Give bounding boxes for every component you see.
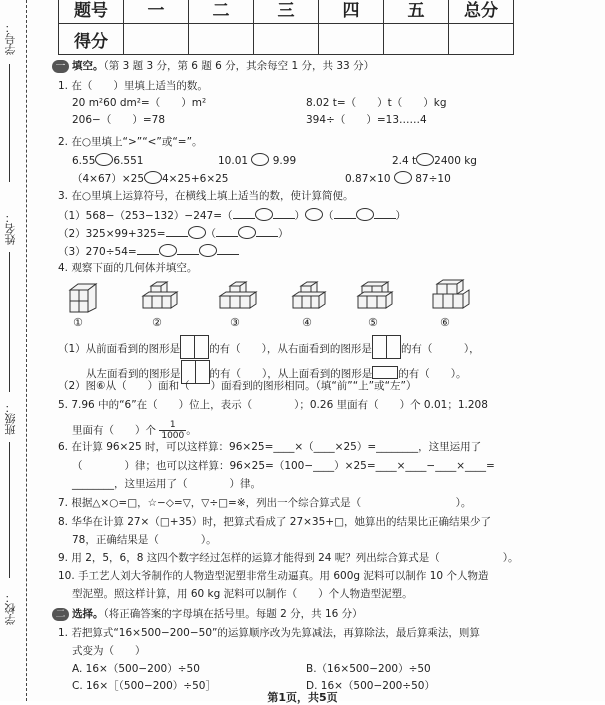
- q6-line3: ________，这里运用了（ ）律。: [72, 478, 261, 490]
- class-line: [9, 442, 10, 578]
- section-note: （将正确答案的字母填在括号里。每题 2 分，共 16 分）: [103, 608, 363, 620]
- q3-label: 3. 在○里填上运算符号，在横线上填上适当的数，使计算简便。: [58, 190, 354, 202]
- q4-label: 4. 观察下面的几何体并填空。: [58, 262, 198, 274]
- operator-circle[interactable]: [255, 208, 273, 221]
- header-cell: 总分: [449, 0, 514, 24]
- figure-label: ②: [152, 316, 162, 329]
- name-label: 姓名：: [4, 212, 17, 245]
- compare-circle[interactable]: [416, 153, 434, 166]
- header-cell: 五: [384, 0, 449, 24]
- q5-l2a: 里面有（ ）个: [72, 424, 156, 437]
- q2-c: [392, 153, 477, 168]
- q2-b-right: 9.99: [272, 155, 297, 167]
- figure-label: ⑤: [368, 316, 378, 329]
- q2-c-left: 2.4 t: [392, 155, 417, 167]
- q2-e: [345, 171, 451, 186]
- q2-a: [72, 153, 143, 168]
- blank[interactable]: [334, 208, 356, 219]
- q4-l1c: 的有（ ），: [400, 343, 480, 355]
- q2-b-left: 10.01: [218, 155, 249, 167]
- q1-b: 8.02 t=（ ）t（ ）kg: [306, 97, 447, 109]
- section-number-badge: 一: [52, 60, 69, 73]
- score-cell[interactable]: [189, 24, 254, 55]
- q2-d-right: 4×25+6×25: [162, 173, 229, 185]
- page-footer: 第1页，共5页: [267, 691, 338, 704]
- blank[interactable]: [374, 208, 396, 219]
- compare-circle[interactable]: [95, 153, 113, 166]
- header-cell: 题号: [59, 0, 124, 24]
- blank[interactable]: [256, 226, 278, 237]
- section1-heading: [52, 60, 374, 73]
- q6-line1: 6. 在计算 96×25 时，可以这样算：96×25=____×（____×25）=________，这里运用了: [58, 441, 482, 453]
- q3-c-text: （3）270÷54=: [58, 246, 137, 258]
- operator-circle[interactable]: [188, 226, 206, 239]
- figure-1: [70, 284, 96, 312]
- name-line: [9, 252, 10, 392]
- compare-circle[interactable]: [394, 171, 412, 184]
- section2-heading: [52, 608, 363, 621]
- q3-b-text: （2）325×99+325=: [58, 228, 166, 240]
- figure-label: ④: [302, 316, 312, 329]
- score-cell[interactable]: [449, 24, 514, 55]
- q2-d: [72, 171, 228, 186]
- q2-a-right: 6.551: [113, 155, 144, 167]
- school-label: 学校：: [4, 592, 17, 625]
- student-id-line: [9, 64, 10, 182]
- header-cell: 三: [254, 0, 319, 24]
- q2-label: 2. 在○里填上“>”“<”或“=”。: [58, 136, 203, 148]
- fraction: [159, 420, 186, 441]
- q3-b: （2）325×99+325= （ ）: [58, 228, 289, 240]
- option-d[interactable]: D. 16×（500−200÷50）: [306, 680, 435, 692]
- student-id-label: 学号：: [4, 22, 17, 55]
- binding-strip: [0, 0, 38, 701]
- option-a[interactable]: A. 16×（500−200）÷50: [72, 663, 200, 675]
- q7: 7. 根据△×○=□，☆−◇=▽，▽÷□=※，列出一个综合算式是（ ）。: [58, 497, 472, 509]
- q1-d: 394÷（ ）=13……4: [306, 114, 427, 126]
- q4-l2a: 从左面看到的图形是: [86, 368, 181, 380]
- option-c[interactable]: C. 16×［（500−200）÷50］: [72, 680, 216, 692]
- figure-label: ③: [230, 316, 240, 329]
- operator-circle[interactable]: [356, 208, 374, 221]
- q1-label: 1. 在（ ）里填上适当的数。: [58, 80, 208, 92]
- header-cell: 一: [124, 0, 189, 24]
- option-b[interactable]: B.（16×500−200）÷50: [306, 663, 431, 675]
- q1-a: 20 m²60 dm²=（ ）m²: [72, 97, 207, 109]
- shape-box: [194, 335, 209, 359]
- figure-2: [143, 282, 177, 308]
- score-table: [58, 0, 514, 55]
- score-cell[interactable]: [319, 24, 384, 55]
- q4-l2b: 的有（ ），从上面看到的图形是: [209, 368, 373, 380]
- q8-line2: 78，正确结果是（ ）。: [72, 534, 217, 546]
- figure-3: [220, 282, 256, 308]
- blank[interactable]: [216, 226, 238, 237]
- q3-a: （1）568−（253−132）−247=（ ） （ ）: [58, 210, 407, 222]
- shape-box: [180, 335, 195, 359]
- q6-line2: （ ）律；也可以这样算：96×25=（100−____）×25=____×____−____×____=: [72, 460, 495, 472]
- fraction-numerator: 1: [159, 420, 186, 431]
- section-number-badge: 二: [52, 608, 69, 621]
- figure-6: [433, 280, 469, 308]
- score-cell[interactable]: [384, 24, 449, 55]
- q9: 9. 用 2，5，6，8 这四个数字经过怎样的运算才能得到 24 呢？列出综合算式是（ ）。: [58, 552, 519, 564]
- score-row: [59, 24, 514, 55]
- figure-5: [358, 282, 392, 308]
- solid-figures: [66, 278, 566, 314]
- s2-q1-line2: 式变为（ ）: [72, 645, 146, 657]
- operator-circle[interactable]: [199, 244, 217, 257]
- section-note: （第 3 题 3 分，第 6 题 6 分，其余每空 1 分，共 33 分）: [103, 60, 375, 72]
- header-cell: 四: [319, 0, 384, 24]
- q2-a-left: 6.55: [72, 155, 96, 167]
- q2-d-left: （4×67）×25: [72, 173, 144, 185]
- q1-c: 206−（ ）=78: [72, 114, 165, 126]
- class-label: 班级：: [4, 402, 17, 435]
- q4-line1: [58, 335, 480, 359]
- compare-circle[interactable]: [144, 171, 162, 184]
- compare-circle[interactable]: [251, 153, 269, 166]
- fraction-denominator: 1000: [161, 431, 185, 441]
- blank[interactable]: [177, 244, 199, 255]
- section-title: 选择。: [72, 608, 104, 620]
- q3-c: [58, 244, 239, 259]
- q2-b: [218, 153, 296, 168]
- figure-4: [293, 282, 325, 308]
- blank[interactable]: [233, 208, 255, 219]
- operator-circle[interactable]: [238, 226, 256, 239]
- q4-l1b: 的有（ ），从右面看到的图形是: [209, 343, 372, 355]
- q10-line1: 10. 手工艺人刘大爷制作的人物造型泥塑非常生动逼真。用 600g 泥料可以制作 10 个人物造: [58, 570, 489, 582]
- q3-a-text: （1）568−（253−132）−247=（: [58, 210, 233, 222]
- score-header-row: [59, 0, 514, 24]
- q5-line1: 5. 7.96 中的“6”在（ ）位上，表示（ ）；0.26 里面有（ ）个 0.01；1.208: [58, 399, 488, 411]
- shape-box: [372, 335, 387, 359]
- blank[interactable]: [137, 244, 159, 255]
- score-label: 得分: [59, 24, 124, 55]
- score-cell[interactable]: [254, 24, 319, 55]
- figure-label: ①: [73, 316, 83, 329]
- blank[interactable]: [273, 208, 295, 219]
- q5-line2: [72, 420, 197, 441]
- blank[interactable]: [166, 226, 188, 237]
- operator-circle[interactable]: [159, 244, 177, 257]
- section-title: 填空。: [72, 60, 104, 72]
- blank[interactable]: [217, 244, 239, 255]
- q5-l2b: 。: [186, 424, 197, 437]
- q10-line2: 型泥塑。照这样计算，用 60 kg 泥料可以制作（ ）个人物造型泥塑。: [72, 588, 413, 600]
- q8-line1: 8. 华华在计算 27×（□+35）时，把算式看成了 27×35+□，她算出的结果比正确结果少了: [58, 516, 492, 528]
- shape-box: [386, 335, 401, 359]
- q2-e-right: 87÷10: [415, 173, 451, 185]
- q4-l1a: （1）从前面看到的图形是: [58, 343, 181, 355]
- shape-box: [372, 366, 398, 379]
- q2-c-right: 2400 kg: [434, 155, 477, 167]
- figure-label: ⑥: [440, 316, 450, 329]
- q4-l2c: 的有（ ）。: [398, 368, 467, 380]
- s2-q1-line1: 1. 若把算式“16×500−200−50”的运算顺序改为先算减法，再算除法，最后算乘法，则算: [58, 627, 480, 639]
- score-cell[interactable]: [124, 24, 189, 55]
- q2-e-left: 0.87×10: [345, 173, 391, 185]
- operator-circle[interactable]: [305, 208, 323, 221]
- cut-line: [26, 0, 27, 701]
- header-cell: 二: [189, 0, 254, 24]
- q4-line3: （2）图⑥从（ ）面和（ ）面看到的图形相同。（填“前”“上”或“左”）: [58, 380, 417, 392]
